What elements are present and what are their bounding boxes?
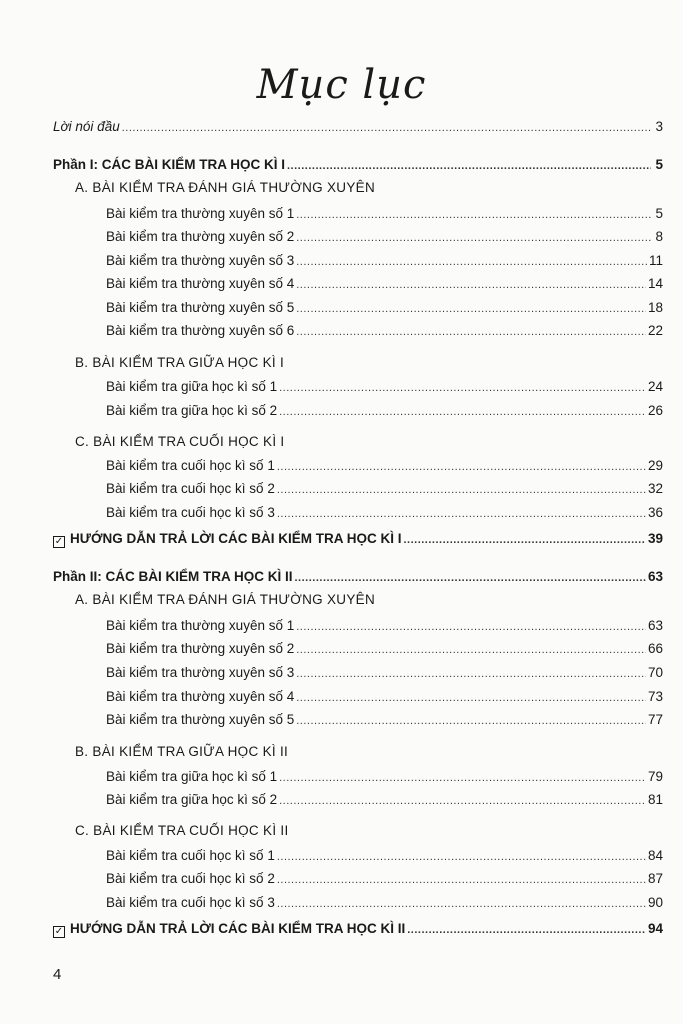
dot-leader	[279, 769, 646, 787]
toc-entry-label	[106, 688, 294, 706]
toc-entry-text: Bài kiểm tra cuối học kì số 2	[106, 871, 275, 886]
toc-entry-page: 90	[647, 895, 663, 910]
toc-entry-text: Bài kiểm tra thường xuyên số 5	[106, 300, 295, 315]
toc-entry-page: 3	[655, 119, 663, 134]
toc-entry-text: Bài kiểm tra giữa học kì số 1	[106, 379, 278, 394]
toc-section-heading: B. BÀI KIỂM TRA GIỮA HỌC KÌ I	[75, 355, 285, 370]
checkbox-icon: ✓	[54, 536, 64, 547]
toc-entry-label	[106, 617, 294, 635]
toc-entry-text: Lời nói đầu	[53, 119, 120, 134]
toc-entry-text: Bài kiểm tra thường xuyên số 5	[106, 712, 295, 727]
toc-entry[interactable]	[53, 568, 663, 586]
toc-entry[interactable]	[106, 711, 663, 729]
toc-section-heading: B. BÀI KIỂM TRA GIỮA HỌC KÌ II	[75, 744, 289, 759]
toc-entry-page: 94	[647, 921, 663, 936]
toc-entry-text: Phần I: CÁC BÀI KIỂM TRA HỌC KÌ I	[53, 157, 285, 172]
dot-leader	[277, 481, 646, 499]
toc-entry-page: 63	[647, 618, 663, 633]
toc-entry-text: Bài kiểm tra cuối học kì số 3	[106, 895, 275, 910]
toc-entry-text: Bài kiểm tra giữa học kì số 2	[106, 403, 278, 418]
dot-leader	[279, 403, 646, 421]
dot-leader	[296, 253, 647, 271]
toc-entry-page: 26	[647, 403, 663, 418]
toc-entry-page: 87	[647, 871, 663, 886]
toc-entry[interactable]	[106, 402, 663, 420]
toc-entry-text: Bài kiểm tra thường xuyên số 3	[106, 253, 295, 268]
toc-entry-label	[106, 457, 275, 475]
checkbox-icon: ✓	[54, 926, 64, 937]
toc-entry-label	[106, 275, 294, 293]
dot-leader	[287, 157, 651, 175]
toc-entry-page: 11	[648, 253, 663, 268]
toc-entry[interactable]	[106, 870, 663, 888]
toc-entry-text: Bài kiểm tra cuối học kì số 1	[106, 848, 275, 863]
toc-entry-label	[106, 640, 294, 658]
toc-entry-label	[106, 664, 294, 682]
toc-entry-text: Bài kiểm tra giữa học kì số 2	[106, 792, 278, 807]
toc-entry[interactable]	[106, 480, 663, 498]
toc-entry-text: Bài kiểm tra thường xuyên số 4	[106, 276, 295, 291]
toc-entry-label	[53, 568, 293, 586]
toc-entry[interactable]	[53, 118, 663, 136]
toc-entry-label	[106, 480, 275, 498]
toc-entry-page: 14	[647, 276, 663, 291]
toc-section-heading: A. BÀI KIỂM TRA ĐÁNH GIÁ THƯỜNG XUYÊN	[75, 180, 376, 195]
toc-entry-label	[106, 894, 275, 912]
toc-entry[interactable]	[106, 768, 663, 786]
toc-entry-text: Bài kiểm tra cuối học kì số 1	[106, 458, 275, 473]
toc-entry[interactable]	[106, 378, 663, 396]
dot-leader	[277, 458, 646, 476]
toc-entry-text: Bài kiểm tra thường xuyên số 1	[106, 206, 295, 221]
toc-entry[interactable]	[106, 322, 663, 340]
toc-section-heading: A. BÀI KIỂM TRA ĐÁNH GIÁ THƯỜNG XUYÊN	[75, 592, 376, 607]
toc-entry[interactable]	[106, 299, 663, 317]
dot-leader	[296, 323, 646, 341]
toc-entry-text: Bài kiểm tra thường xuyên số 3	[106, 665, 295, 680]
toc-entry-label	[106, 299, 294, 317]
dot-leader	[295, 569, 646, 587]
dot-leader	[403, 531, 646, 549]
toc-entry-page: 81	[647, 792, 663, 807]
toc-entry-label	[106, 378, 277, 396]
toc-entry-page: 66	[647, 641, 663, 656]
toc-entry-text: Bài kiểm tra thường xuyên số 2	[106, 229, 295, 244]
dot-leader	[279, 792, 646, 810]
toc-entry-text: HƯỚNG DẪN TRẢ LỜI CÁC BÀI KIỂM TRA HỌC KÌ I	[70, 531, 402, 546]
toc-entry[interactable]	[106, 791, 663, 809]
toc-entry[interactable]	[106, 205, 663, 223]
toc-entry-label	[106, 205, 294, 223]
toc-entry[interactable]	[106, 275, 663, 293]
toc-entry-page: 8	[655, 229, 663, 244]
toc-entry-page: 32	[647, 481, 663, 496]
toc-entry-label	[106, 402, 277, 420]
toc-entry-label	[106, 791, 277, 809]
toc-entry-page: 29	[647, 458, 663, 473]
dot-leader	[122, 119, 651, 137]
toc-entry-page: 73	[647, 689, 663, 704]
toc-entry[interactable]	[106, 504, 663, 522]
page-title: Mục lục	[256, 62, 427, 108]
toc-entry-page: 24	[647, 379, 663, 394]
toc-entry-label	[53, 118, 120, 136]
toc-entry-page: 5	[655, 206, 663, 221]
dot-leader	[296, 712, 646, 730]
toc-entry[interactable]	[106, 457, 663, 475]
dot-leader	[277, 848, 646, 866]
toc-entry-page: 36	[647, 505, 663, 520]
page-number: 4	[53, 966, 62, 983]
toc-entry-label	[53, 156, 285, 174]
toc-entry-label	[106, 504, 275, 522]
toc-entry-page: 39	[647, 531, 663, 546]
toc-entry-label	[53, 920, 405, 938]
toc-entry-page: 70	[647, 665, 663, 680]
toc-entry-page: 77	[647, 712, 663, 727]
toc-entry-text: Bài kiểm tra thường xuyên số 4	[106, 689, 295, 704]
dot-leader	[296, 206, 651, 224]
toc-entry[interactable]	[106, 847, 663, 865]
toc-entry-text: Bài kiểm tra giữa học kì số 1	[106, 769, 278, 784]
toc-entry-page: 84	[647, 848, 663, 863]
toc-entry-text: Bài kiểm tra thường xuyên số 6	[106, 323, 295, 338]
toc-entry-page: 22	[647, 323, 663, 338]
toc-entry[interactable]	[106, 252, 663, 270]
toc-entry-text: Bài kiểm tra cuối học kì số 2	[106, 481, 275, 496]
dot-leader	[407, 921, 646, 939]
dot-leader	[296, 618, 646, 636]
toc-entry-label	[106, 711, 294, 729]
toc-entry-text: Bài kiểm tra thường xuyên số 1	[106, 618, 295, 633]
dot-leader	[296, 665, 646, 683]
toc-entry-label	[106, 252, 294, 270]
dot-leader	[277, 895, 646, 913]
toc-entry[interactable]	[106, 228, 663, 246]
dot-leader	[296, 229, 651, 247]
dot-leader	[277, 505, 646, 523]
toc-entry-label	[53, 530, 401, 548]
toc-entry-label	[106, 870, 275, 888]
toc-entry[interactable]	[106, 894, 663, 912]
dot-leader	[279, 379, 646, 397]
toc-entry-label	[106, 322, 294, 340]
toc-entry-page: 5	[655, 157, 663, 172]
dot-leader	[296, 689, 646, 707]
toc-section-heading: C. BÀI KIỂM TRA CUỐI HỌC KÌ II	[75, 823, 289, 838]
toc-entry-page: 18	[647, 300, 663, 315]
toc-section-heading: C. BÀI KIỂM TRA CUỐI HỌC KÌ I	[75, 434, 285, 449]
toc-entry[interactable]	[106, 688, 663, 706]
dot-leader	[296, 300, 646, 318]
toc-entry[interactable]	[53, 920, 663, 938]
toc-entry-label	[106, 768, 277, 786]
toc-entry-text: HƯỚNG DẪN TRẢ LỜI CÁC BÀI KIỂM TRA HỌC KÌ II	[70, 921, 406, 936]
dot-leader	[296, 276, 646, 294]
toc-entry[interactable]	[53, 156, 663, 174]
toc-entry[interactable]	[106, 664, 663, 682]
toc-entry-text: Bài kiểm tra cuối học kì số 3	[106, 505, 275, 520]
toc-entry[interactable]	[106, 617, 663, 635]
toc-entry[interactable]	[53, 530, 663, 548]
toc-entry-label	[106, 847, 275, 865]
toc-entry-label	[106, 228, 294, 246]
toc-entry-text: Phần II: CÁC BÀI KIỂM TRA HỌC KÌ II	[53, 569, 293, 584]
toc-entry[interactable]	[106, 640, 663, 658]
dot-leader	[296, 641, 646, 659]
toc-entry-page: 79	[647, 769, 663, 784]
dot-leader	[277, 871, 646, 889]
toc-entry-page: 63	[647, 569, 663, 584]
toc-entry-text: Bài kiểm tra thường xuyên số 2	[106, 641, 295, 656]
